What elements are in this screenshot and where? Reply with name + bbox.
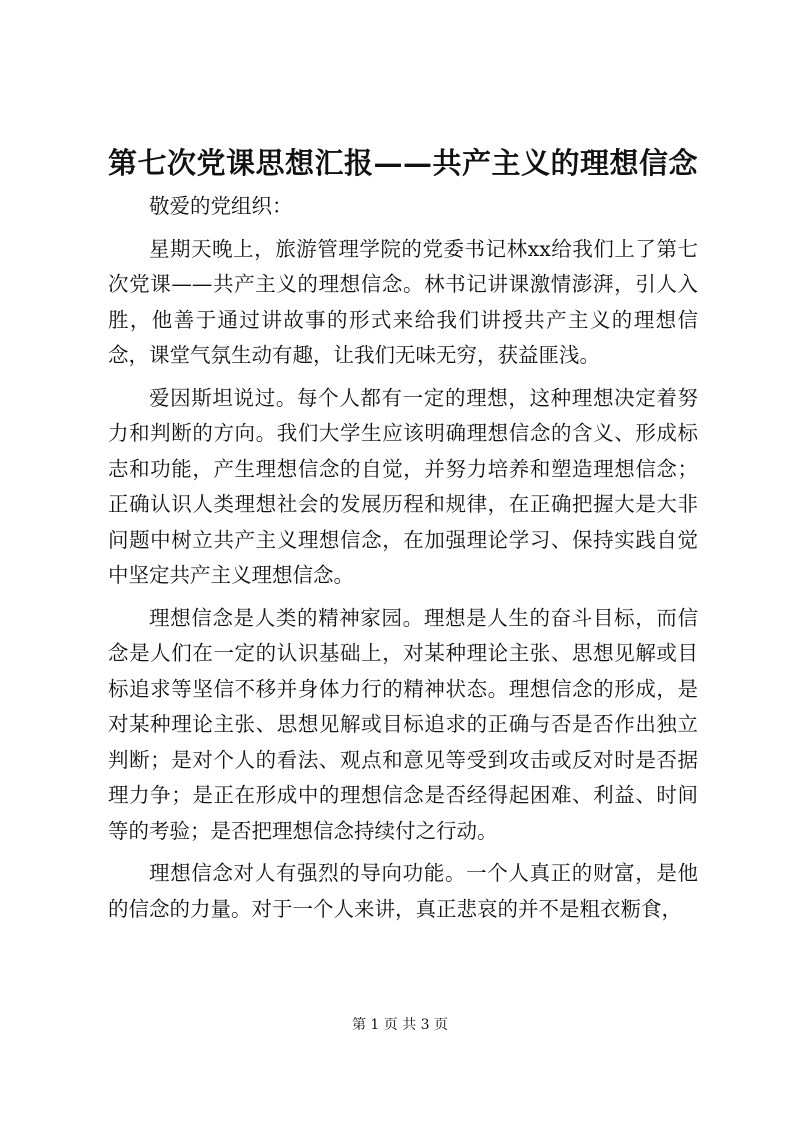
paragraph-3: 理想信念是人类的精神家园。理想是人生的奋斗目标，而信念是人们在一定的认识基础上，对某种理论主张、思想见解或目标追求等坚信不移并身体力行的精神状态。理想信念的形成，是对某种理论主张、思想见解或目标追求的正确与否是否作出独立判断；是对个人的看法、观点和意见等受到攻击或反对时是否据理力争；是正在形成中的理想信念是否经得起困难、利益、时间等的考验；是否把理想信念持续付之行动。 <box>108 605 698 843</box>
document-title: 第七次党课思想汇报——共产主义的理想信念 <box>108 146 699 180</box>
paragraph-2: 爱因斯坦说过。每个人都有一定的理想，这种理想决定着努力和判断的方向。我们大学生应该明确理想信念的含义、形成标志和功能，产生理想信念的自觉，并努力培养和塑造理想信念；正确认识人类理想社会的发展历程和规律，在正确把握大是大非问题中树立共产主义理想信念，在加强理论学习、保持实践自觉中坚定共产主义理想信念。 <box>108 385 698 587</box>
paragraph-4: 理想信念对人有强烈的导向功能。一个人真正的财富，是他的信念的力量。对于一个人来讲，真正悲哀的并不是粗衣粝食， <box>108 861 698 921</box>
document-body <box>108 189 698 934</box>
salutation: 敬爱的党组织： <box>149 194 293 218</box>
paragraph-1: 星期天晚上，旅游管理学院的党委书记林xx给我们上了第七次党课——共产主义的理想信念。林书记讲课激情澎湃，引人入胜，他善于通过讲故事的形式来给我们讲授共产主义的理想信念，课堂气氛生动有趣，让我们无味无穷，获益匪浅。 <box>108 236 698 367</box>
page-footer <box>0 1015 800 1035</box>
page-number-label: 第 1 页 共 3 页 <box>351 1017 449 1033</box>
